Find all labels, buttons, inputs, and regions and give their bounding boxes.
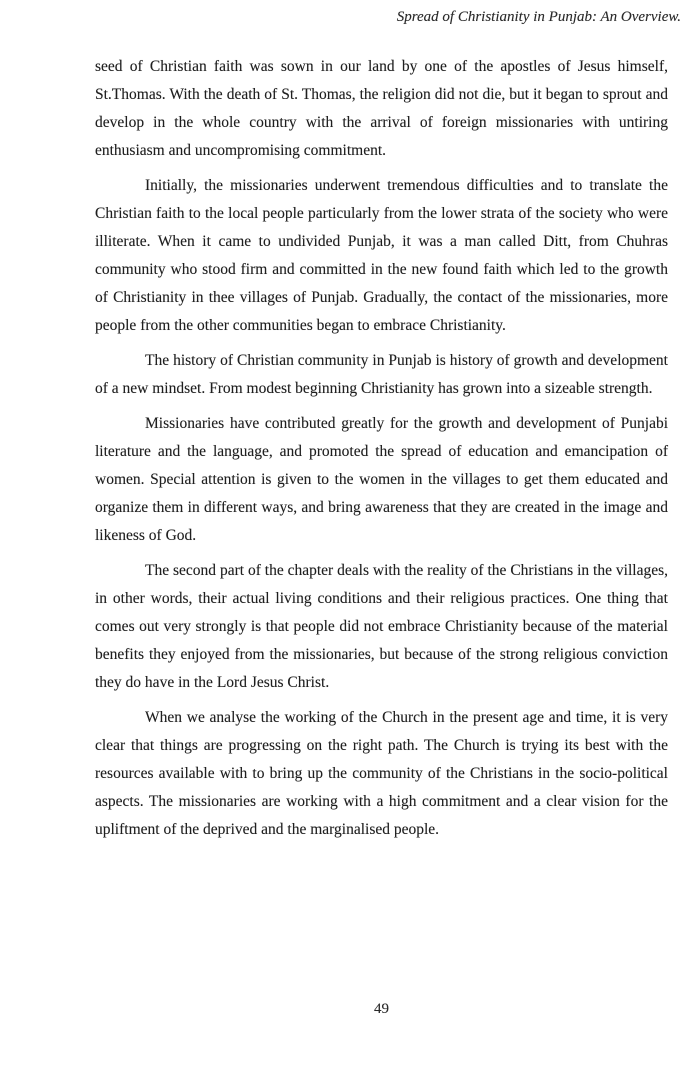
body-paragraph: Missionaries have contributed greatly for the growth and development of Punjabi literature and the language, and promoted the spread of education and emancipation of women. Special attention is given to the women in the villages to get them educated and organize them in different ways, and bring awareness that they are created in the image and likeness of God. [95,415,668,544]
body-paragraph: Initially, the missionaries underwent tremendous difficulties and to translate the Christian faith to the local people particularly from the lower strata of the society who were illiterate. When it came to undivided Punjab, it was a man called Ditt, from Chuhras community who stood firm and committed in the new found faith which led to the growth of Christianity in thee villages of Punjab. Gradually, the contact of the missionaries, more people from the other communities began to embrace Christianity. [95,177,668,334]
page-number: 49 [374,1001,389,1017]
document-body [95,53,668,844]
body-paragraph: The history of Christian community in Punjab is history of growth and development of a new mindset. From modest beginning Christianity has grown into a sizeable strength. [95,352,668,397]
body-paragraph: The second part of the chapter deals with the reality of the Christians in the villages, in other words, their actual living conditions and their religious practices. One thing that comes out very strongly is that people did not embrace Christianity because of the material benefits they enjoyed from the missionaries, but because of the strong religious conviction they do have in the Lord Jesus Christ. [95,562,668,691]
body-paragraph: When we analyse the working of the Church in the present age and time, it is very clear that things are progressing on the right path. The Church is trying its best with the resources available with to bring up the community of the Christians in the socio-political aspects. The missionaries are working with a high commitment and a clear vision for the upliftment of the deprived and the marginalised people. [95,709,668,838]
body-paragraph: seed of Christian faith was sown in our land by one of the apostles of Jesus himself, St.Thomas. With the death of St. Thomas, the religion did not die, but it began to sprout and develop in the whole country with the arrival of foreign missionaries with untiring enthusiasm and uncompromising commitment. [95,58,668,159]
running-header: Spread of Christianity in Punjab: An Overview. [396,9,681,25]
